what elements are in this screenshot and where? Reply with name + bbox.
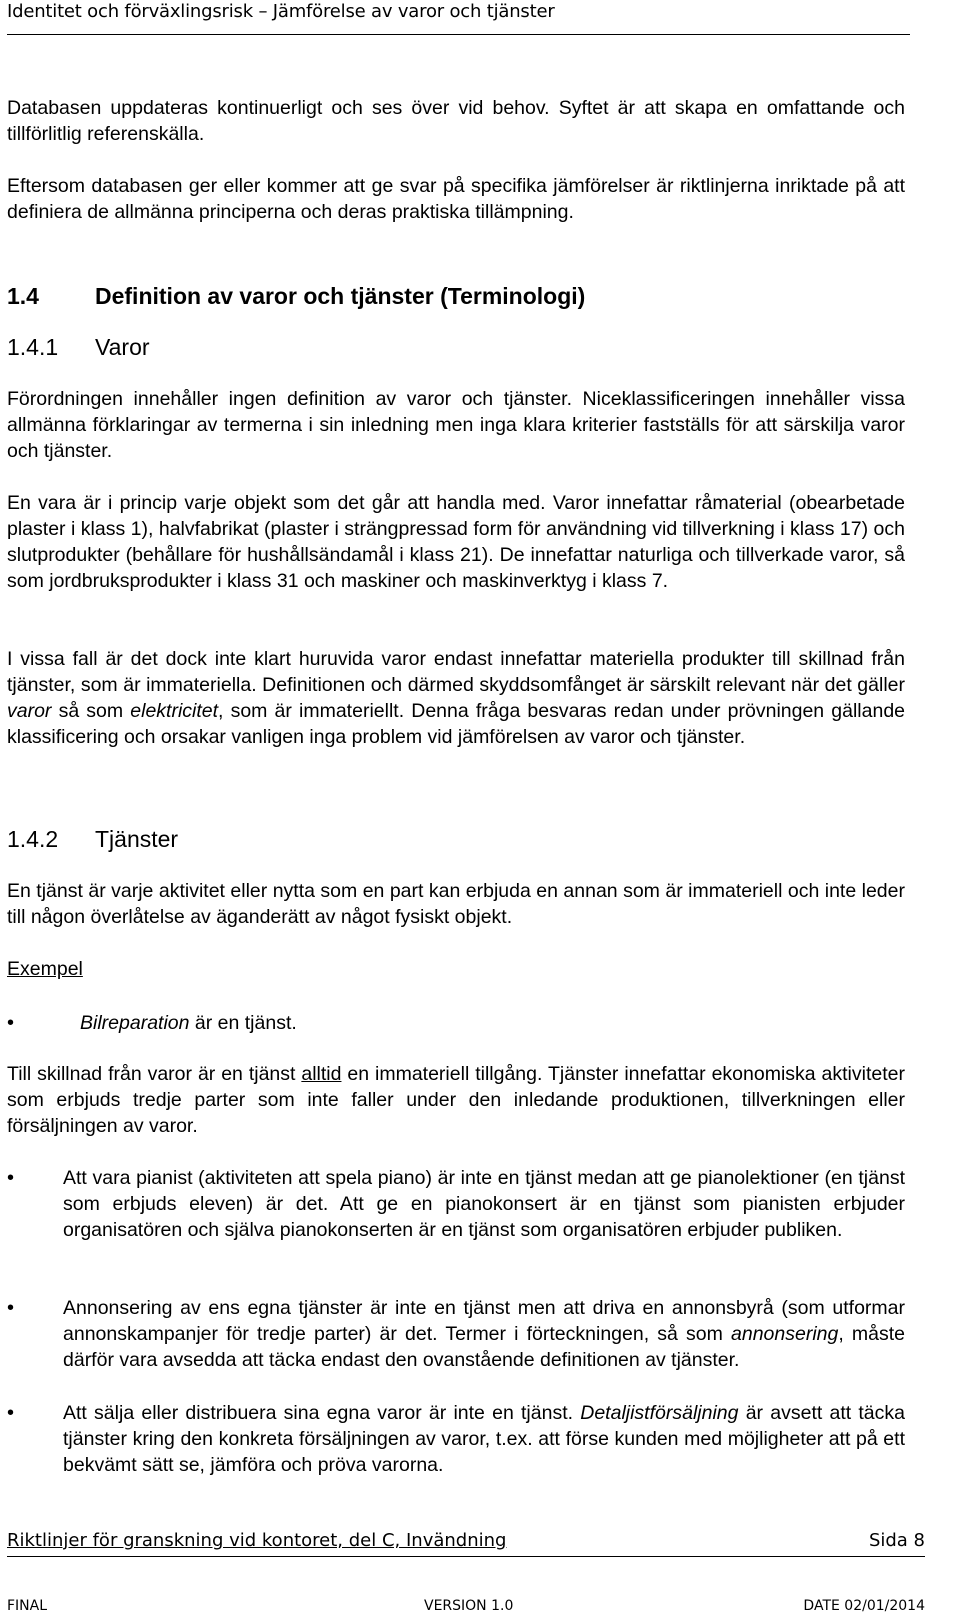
section-heading-1-4 xyxy=(7,283,585,310)
intro-paragraph-2: Eftersom databasen ger eller kommer att ge svar på specifika jämförelser är riktlinjerna inriktade på att definiera de allmänna principerna och deras praktiska tillämpning. xyxy=(7,175,905,223)
footer-document-title: Riktlinjer för granskning vid kontoret, del C, Invändning xyxy=(7,1530,507,1551)
bullet-icon: • xyxy=(7,1167,15,1189)
section-number: 1.4.1 xyxy=(7,334,59,360)
varor-paragraph-3 xyxy=(7,646,905,750)
section-title: Varor xyxy=(95,334,150,360)
tjanster-paragraph-1: En tjänst är varje aktivitet eller nytta som en part kan erbjuda en annan som är immateriell och inte leder till någon överlåtelse av äganderätt av något fysiskt objekt. xyxy=(7,880,905,928)
page-header xyxy=(7,0,910,35)
tjanster-paragraph-2 xyxy=(7,1061,905,1139)
bullet-text: Att vara pianist (aktiviteten att spela piano) är inte en tjänst medan att ge pianolektioner (en tjänst som erbjuds eleven) är det. Att ge en pianokonsert är en tjänst som pianisten erbjuder organisatören och själva pianokonserten är en tjänst som organisatören erbjuder publiken. xyxy=(63,1167,905,1241)
text-run: en immateriell tillgång. Tjänster innefattar ekonomiska aktiviteter som erbjuds tredje parter som inte faller under den inledande produktionen, tillverkningen eller försäljningen av varor. xyxy=(7,1063,905,1137)
underlined-word: alltid xyxy=(301,1063,342,1085)
section-title: Tjänster xyxy=(95,826,179,852)
emphasis: Detaljistförsäljning xyxy=(580,1402,739,1424)
footer-divider xyxy=(7,1556,925,1557)
emphasis: Bilreparation xyxy=(80,1012,190,1034)
footer-status: FINAL xyxy=(7,1598,48,1614)
bullet-text xyxy=(63,1295,905,1373)
section-heading-1-4-1 xyxy=(7,334,150,361)
footer-date: DATE 02/01/2014 xyxy=(803,1598,925,1614)
text-run: Annonsering av ens egna tjänster är inte en tjänst men att driva en annonsbyrå (som utformar annonskampanjer för tredje parter) är det. Termer i förteckningen, så som xyxy=(63,1297,905,1345)
varor-paragraph-1: Förordningen innehåller ingen definition av varor och tjänster. Niceklassificeringen innehåller vissa allmänna förklaringar av termerna i sin inledning men inga klara kriterier fastställs för att särskilja varor och tjänster. xyxy=(7,388,905,462)
section-title: Definition av varor och tjänster (Terminologi) xyxy=(95,283,586,309)
example-item xyxy=(80,1010,922,1036)
text-run: , måste därför vara avsedda att täcka endast den ovanstående definitionen av tjänster. xyxy=(63,1323,906,1371)
example-label xyxy=(7,956,905,982)
emphasis: varor xyxy=(7,700,52,722)
text-run: är avsett att täcka tjänster kring den konkreta försäljningen av varor, t.ex. att förse kunden med möjligheter att på ett bekvämt sätt se, jämföra och pröva varorna. xyxy=(63,1402,905,1476)
section-heading-1-4-2 xyxy=(7,826,178,853)
text-run: Att sälja eller distribuera sina egna varor är inte en tjänst. xyxy=(63,1402,581,1424)
text-run: är en tjänst. xyxy=(189,1012,297,1034)
intro-paragraph-1: Databasen uppdateras kontinuerligt och ses över vid behov. Syftet är att skapa en omfattande och tillförlitlig referenskälla. xyxy=(7,97,905,145)
text-run: , som är immateriellt. Denna fråga besvaras redan under prövningen gällande klassificering och orsakar vanligen inga problem vid jämförelsen av varor och tjänster. xyxy=(7,700,906,748)
bullet-text xyxy=(63,1400,905,1478)
emphasis: elektricitet xyxy=(130,700,219,722)
varor-paragraph-2: En vara är i princip varje objekt som det går att handla med. Varor innefattar råmaterial (obearbetade plaster i klass 1), halvfabrikat (plaster i strängpressad form för användning vid tillverkning i klass 17) och slutprodukter (behållare för hushållsändamål i klass 21). De innefattar naturliga och tillverkade varor, så som jordbruksprodukter i klass 31 och maskiner och maskinverktyg i klass 7. xyxy=(7,492,905,592)
footer-version: VERSION 1.0 xyxy=(424,1598,514,1614)
emphasis: annonsering xyxy=(731,1323,839,1345)
section-number: 1.4.2 xyxy=(7,826,59,852)
bullet-icon: • xyxy=(7,1402,15,1424)
example-heading: Exempel xyxy=(7,958,83,980)
bullet-icon: • xyxy=(7,1297,15,1319)
section-number: 1.4 xyxy=(7,283,39,309)
text-run: så som xyxy=(51,700,131,722)
header-title: Identitet och förväxlingsrisk – Jämförelse av varor och tjänster xyxy=(7,1,555,22)
text-run: Till skillnad från varor är en tjänst xyxy=(7,1063,302,1085)
text-run: I vissa fall är det dock inte klart huruvida varor endast innefattar materiella produkter till skillnad från tjänster, som är immateriella. Definitionen och därmed skyddsomfånget är särskilt relevant när det gäller xyxy=(7,648,905,696)
bullet-icon: • xyxy=(7,1012,15,1034)
footer-page-number: Sida 8 xyxy=(868,1530,925,1551)
